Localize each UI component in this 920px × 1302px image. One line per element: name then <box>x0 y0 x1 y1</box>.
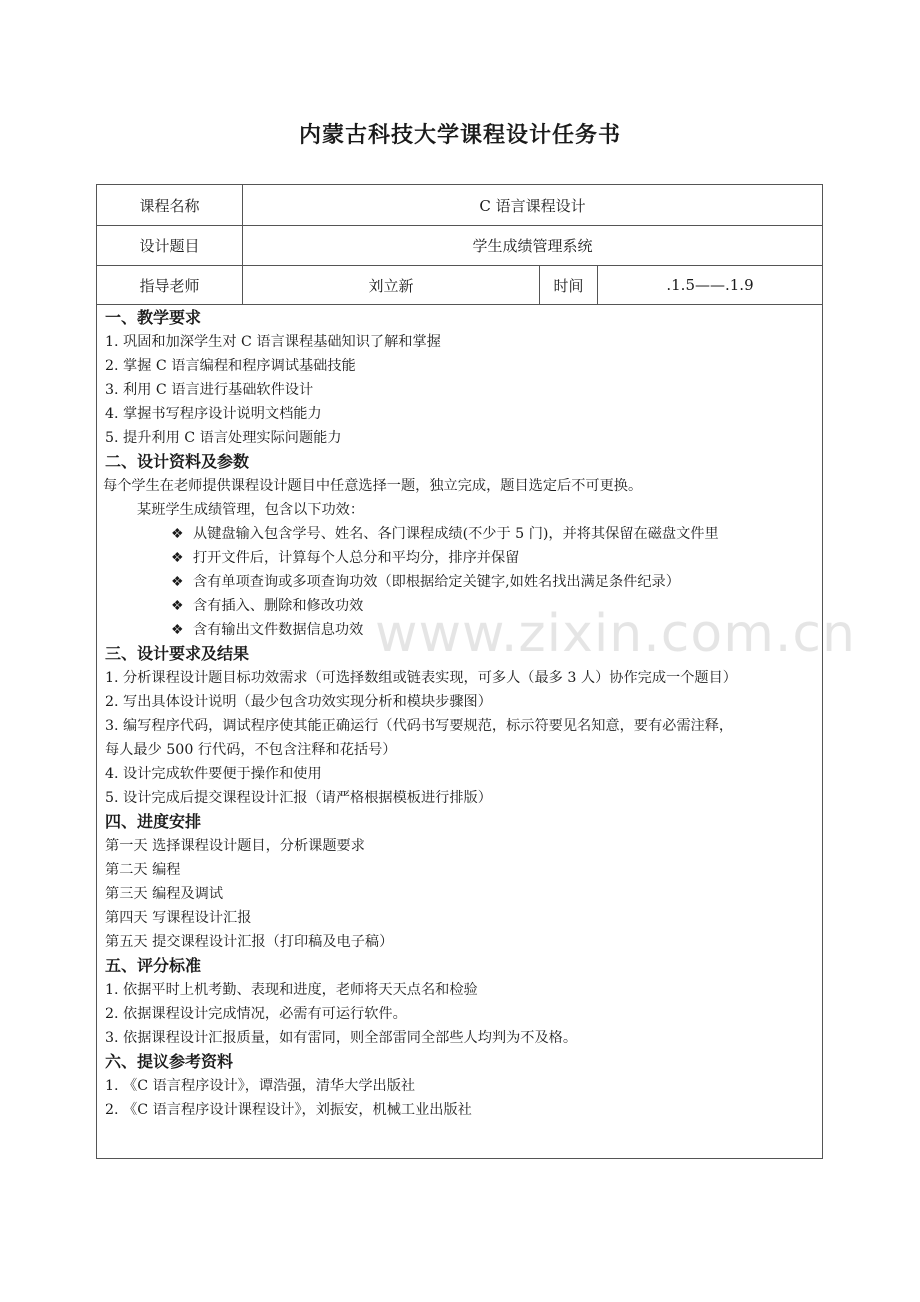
row-course <box>97 185 822 226</box>
bullet-text: 打开文件后，计算每个人总分和平均分，排序并保留 <box>193 550 520 566</box>
schedule-item: 第一天 选择课程设计题目，分析课题要求 <box>105 838 365 854</box>
course-label: 课程名称 <box>97 185 243 225</box>
list-item: 5. 设计完成后提交课程设计汇报（请严格根据模板进行排版） <box>105 790 492 806</box>
schedule-item: 第三天 编程及调试 <box>105 886 224 902</box>
course-value: C 语言课程设计 <box>479 196 586 215</box>
task-table <box>96 184 823 1159</box>
teacher-value: 刘立新 <box>243 266 540 304</box>
schedule-item: 第五天 提交课程设计汇报（打印稿及电子稿） <box>105 934 394 950</box>
list-item: 4. 设计完成软件要便于操作和使用 <box>105 766 322 782</box>
list-item: 2. 写出具体设计说明（最少包含功效实现分析和模块步骤图） <box>105 694 492 710</box>
row-teacher <box>97 266 822 305</box>
list-item: 5. 提升利用 C 语言处理实际问题能力 <box>105 430 342 446</box>
bullet-text: 含有插入、删除和修改功效 <box>193 598 364 614</box>
document-title: 内蒙古科技大学课程设计任务书 <box>298 123 621 148</box>
bullet-text: 含有输出文件数据信息功效 <box>193 622 364 638</box>
paragraph: 某班学生成绩管理，包含以下功效： <box>137 502 365 518</box>
bullet-item <box>105 570 822 594</box>
reference-item: 2. 《C 语言程序设计课程设计》，刘振安，机械工业出版社 <box>105 1102 472 1118</box>
section-heading: 四、进度安排 <box>105 812 202 831</box>
list-item: 3. 利用 C 语言进行基础软件设计 <box>105 382 314 398</box>
teacher-label: 指导老师 <box>97 266 243 304</box>
schedule-item: 第四天 写课程设计汇报 <box>105 910 252 926</box>
list-item: 3. 依据课程设计汇报质量，如有雷同，则全部雷同全部些人均判为不及格。 <box>105 1030 578 1046</box>
section-heading: 一、教学要求 <box>105 308 202 327</box>
section-heading: 二、设计资料及参数 <box>105 452 250 471</box>
list-item: 每人最少 500 行代码，不包含注释和花括号） <box>105 742 397 758</box>
section-heading: 六、提议参考资料 <box>105 1052 234 1071</box>
diamond-bullet-icon: ❖ <box>171 574 184 590</box>
section-heading: 五、评分标准 <box>105 956 202 975</box>
diamond-bullet-icon: ❖ <box>171 550 184 566</box>
list-item: 3. 编写程序代码，调试程序使其能正确运行（代码书写要规范，标示符要见名知意，要有必需注释， <box>105 718 734 734</box>
section-heading: 三、设计要求及结果 <box>105 644 250 663</box>
list-item: 1. 依据平时上机考勤、表现和进度，老师将天天点名和检验 <box>105 982 478 998</box>
time-label: 时间 <box>540 266 598 304</box>
diamond-bullet-icon: ❖ <box>171 526 184 542</box>
bullet-item <box>105 522 822 546</box>
time-value: .1.5——.1.9 <box>666 276 754 294</box>
schedule-item: 第二天 编程 <box>105 862 181 878</box>
reference-item: 1. 《C 语言程序设计》，谭浩强，清华大学出版社 <box>105 1078 416 1094</box>
list-item: 4. 掌握书写程序设计说明文档能力 <box>105 406 322 422</box>
row-topic <box>97 226 822 266</box>
task-content <box>97 305 822 1122</box>
diamond-bullet-icon: ❖ <box>171 598 184 614</box>
topic-label: 设计题目 <box>97 226 243 265</box>
list-item: 1. 分析课程设计题目标功效需求（可选择数组或链表实现，可多人（最多 3 人）协作完成一个题目） <box>105 670 737 686</box>
bullet-text: 含有单项查询或多项查询功效（即根据给定关键字,如姓名找出满足条件纪录） <box>193 574 680 590</box>
list-item: 2. 依据课程设计完成情况，必需有可运行软件。 <box>105 1006 407 1022</box>
watermark: www.zixin.com.cn <box>375 604 856 664</box>
topic-value: 学生成绩管理系统 <box>472 237 593 255</box>
list-item: 1. 巩固和加深学生对 C 语言课程基础知识了解和掌握 <box>105 334 441 350</box>
bullet-item <box>105 546 822 570</box>
diamond-bullet-icon: ❖ <box>171 622 184 638</box>
list-item: 2. 掌握 C 语言编程和程序调试基础技能 <box>105 358 356 374</box>
bullet-text: 从键盘输入包含学号、姓名、各门课程成绩(不少于 5 门)，并将其保留在磁盘文件里 <box>193 526 719 542</box>
paragraph: 每个学生在老师提供课程设计题目中任意选择一题，独立完成，题目选定后不可更换。 <box>103 478 643 494</box>
